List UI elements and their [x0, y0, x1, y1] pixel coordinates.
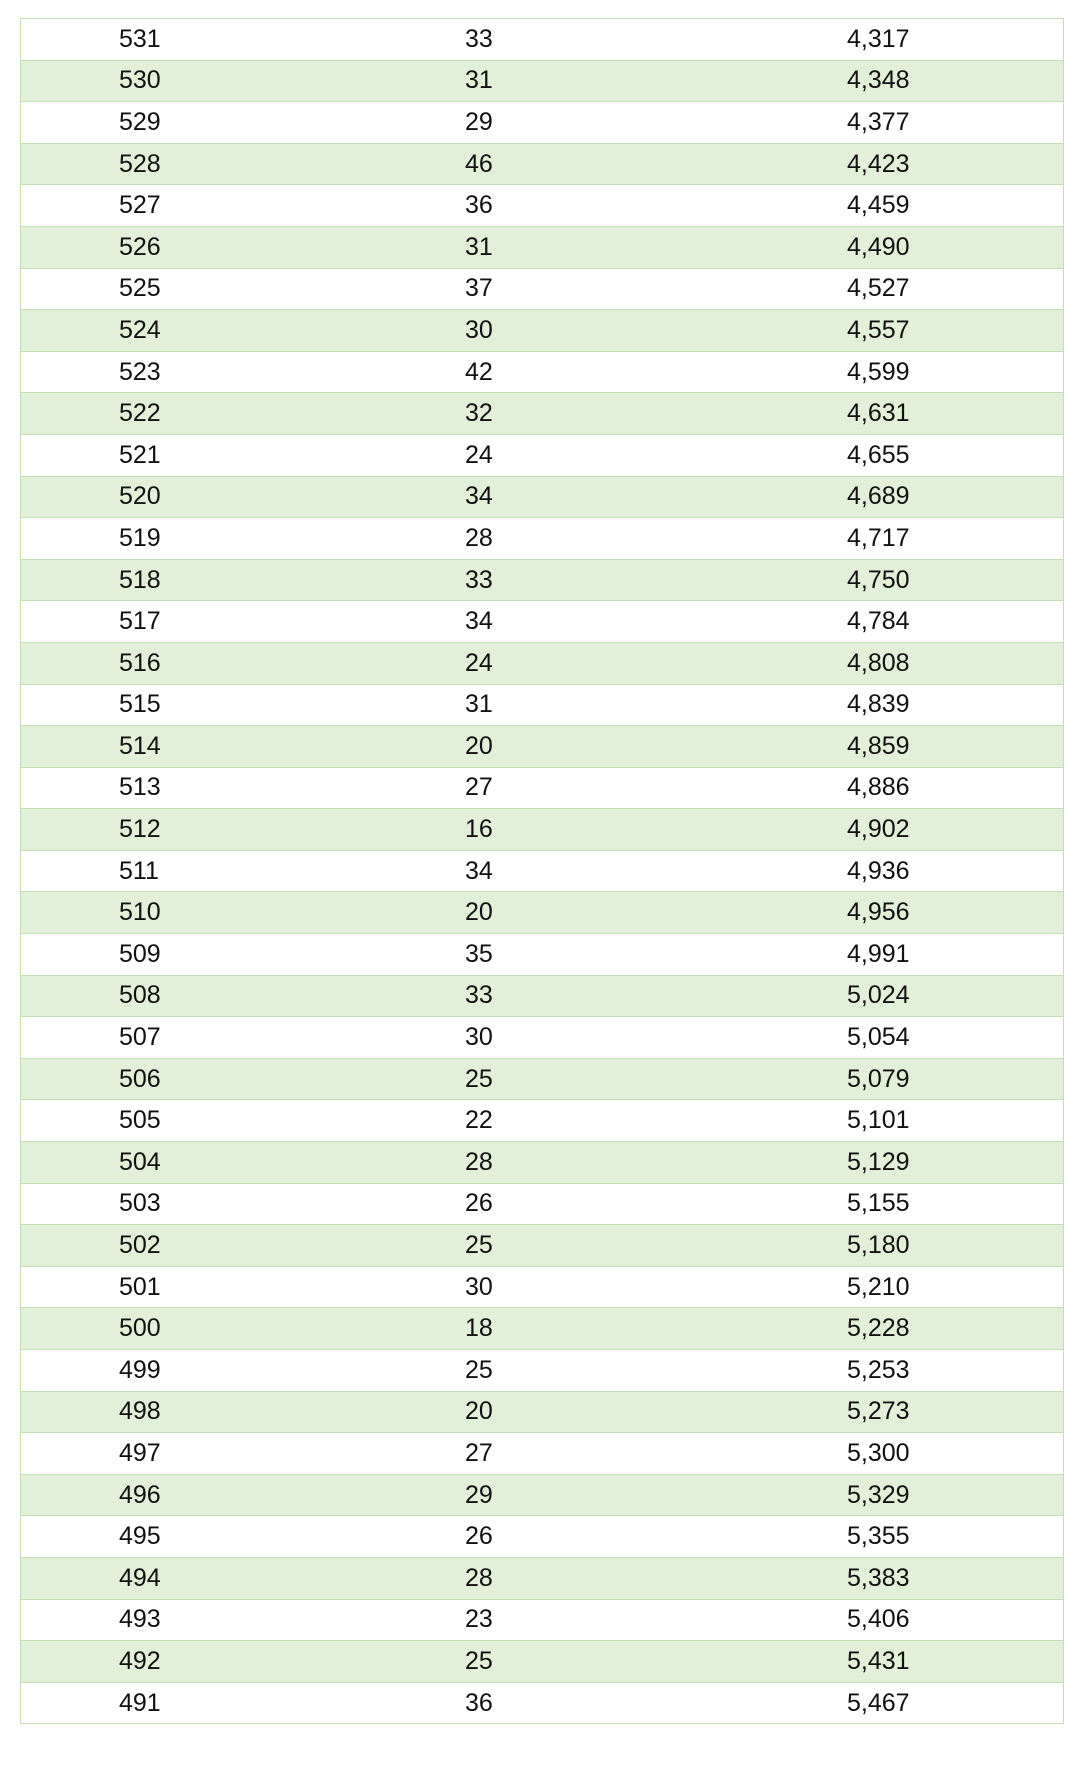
count-cell: 28 — [465, 1147, 493, 1176]
score-cell: 492 — [119, 1646, 161, 1675]
cumulative-cell: 4,991 — [847, 939, 910, 968]
cumulative-cell: 4,750 — [847, 565, 910, 594]
score-cell: 511 — [119, 856, 159, 885]
table-row — [21, 518, 1063, 560]
cumulative-cell: 5,406 — [847, 1605, 910, 1634]
count-cell: 33 — [465, 565, 493, 594]
score-table — [20, 18, 1064, 1724]
count-cell: 25 — [465, 1064, 493, 1093]
table-row — [21, 560, 1063, 602]
table-row — [21, 601, 1063, 643]
score-cell: 512 — [119, 815, 161, 844]
cumulative-cell: 4,377 — [847, 107, 910, 136]
table-row — [21, 269, 1063, 311]
count-cell: 36 — [465, 1688, 493, 1717]
score-cell: 519 — [119, 523, 161, 552]
cumulative-cell: 4,784 — [847, 607, 910, 636]
score-cell: 494 — [119, 1563, 161, 1592]
count-cell: 28 — [465, 523, 493, 552]
table-row — [21, 1142, 1063, 1184]
score-cell: 517 — [119, 607, 161, 636]
score-cell: 518 — [119, 565, 161, 594]
cumulative-cell: 5,024 — [847, 981, 910, 1010]
table-row — [21, 1392, 1063, 1434]
cumulative-cell: 5,054 — [847, 1023, 910, 1052]
table-row — [21, 477, 1063, 519]
score-cell: 527 — [119, 191, 161, 220]
table-row — [21, 768, 1063, 810]
cumulative-cell: 4,557 — [847, 315, 910, 344]
score-cell: 530 — [119, 66, 161, 95]
count-cell: 34 — [465, 856, 493, 885]
score-cell: 491 — [119, 1688, 161, 1717]
table-row — [21, 1100, 1063, 1142]
cumulative-cell: 5,273 — [847, 1397, 910, 1426]
score-cell: 507 — [119, 1023, 161, 1052]
cumulative-cell: 4,490 — [847, 232, 910, 261]
table-row — [21, 1433, 1063, 1475]
cumulative-cell: 5,101 — [847, 1106, 910, 1135]
cumulative-cell: 5,300 — [847, 1438, 910, 1467]
count-cell: 31 — [465, 66, 493, 95]
table-row — [21, 1600, 1063, 1642]
score-cell: 525 — [119, 274, 161, 303]
table-row — [21, 809, 1063, 851]
cumulative-cell: 5,467 — [847, 1688, 910, 1717]
cumulative-cell: 4,859 — [847, 731, 910, 760]
table-row — [21, 310, 1063, 352]
cumulative-cell: 4,936 — [847, 856, 910, 885]
table-row — [21, 976, 1063, 1018]
score-cell: 521 — [119, 440, 161, 469]
score-cell: 513 — [119, 773, 161, 802]
cumulative-cell: 5,355 — [847, 1522, 910, 1551]
score-cell: 506 — [119, 1064, 161, 1093]
count-cell: 30 — [465, 1023, 493, 1052]
count-cell: 33 — [465, 24, 493, 53]
count-cell: 34 — [465, 482, 493, 511]
table-row — [21, 1516, 1063, 1558]
score-cell: 515 — [119, 690, 161, 719]
table-row — [21, 1641, 1063, 1683]
count-cell: 25 — [465, 1231, 493, 1260]
count-cell: 42 — [465, 357, 493, 386]
score-cell: 520 — [119, 482, 161, 511]
cumulative-cell: 4,808 — [847, 648, 910, 677]
count-cell: 33 — [465, 981, 493, 1010]
table-row — [21, 185, 1063, 227]
score-cell: 523 — [119, 357, 161, 386]
cumulative-cell: 5,079 — [847, 1064, 910, 1093]
count-cell: 36 — [465, 191, 493, 220]
count-cell: 35 — [465, 939, 493, 968]
cumulative-cell: 4,956 — [847, 898, 910, 927]
cumulative-cell: 5,383 — [847, 1563, 910, 1592]
count-cell: 20 — [465, 898, 493, 927]
table-row — [21, 393, 1063, 435]
table-row — [21, 1475, 1063, 1517]
cumulative-cell: 4,717 — [847, 523, 910, 552]
cumulative-cell: 5,210 — [847, 1272, 910, 1301]
table-row — [21, 144, 1063, 186]
table-row — [21, 1683, 1063, 1725]
count-cell: 29 — [465, 107, 493, 136]
table-row — [21, 435, 1063, 477]
score-cell: 493 — [119, 1605, 161, 1634]
score-cell: 514 — [119, 731, 161, 760]
count-cell: 24 — [465, 440, 493, 469]
count-cell: 29 — [465, 1480, 493, 1509]
count-cell: 25 — [465, 1355, 493, 1384]
table-row — [21, 892, 1063, 934]
score-cell: 529 — [119, 107, 161, 136]
count-cell: 32 — [465, 399, 493, 428]
table-row — [21, 1267, 1063, 1309]
cumulative-cell: 4,459 — [847, 191, 910, 220]
cumulative-cell: 4,527 — [847, 274, 910, 303]
count-cell: 23 — [465, 1605, 493, 1634]
cumulative-cell: 4,886 — [847, 773, 910, 802]
cumulative-cell: 5,253 — [847, 1355, 910, 1384]
count-cell: 24 — [465, 648, 493, 677]
table-row — [21, 227, 1063, 269]
table-row — [21, 1308, 1063, 1350]
table-row — [21, 934, 1063, 976]
score-cell: 526 — [119, 232, 161, 261]
count-cell: 26 — [465, 1522, 493, 1551]
score-cell: 522 — [119, 399, 161, 428]
cumulative-cell: 4,689 — [847, 482, 910, 511]
cumulative-cell: 4,423 — [847, 149, 910, 178]
count-cell: 46 — [465, 149, 493, 178]
table-row — [21, 643, 1063, 685]
cumulative-cell: 4,348 — [847, 66, 910, 95]
count-cell: 31 — [465, 232, 493, 261]
score-cell: 516 — [119, 648, 161, 677]
count-cell: 30 — [465, 1272, 493, 1301]
score-cell: 528 — [119, 149, 161, 178]
score-cell: 495 — [119, 1522, 161, 1551]
cumulative-cell: 5,329 — [847, 1480, 910, 1509]
count-cell: 20 — [465, 731, 493, 760]
count-cell: 22 — [465, 1106, 493, 1135]
score-cell: 509 — [119, 939, 161, 968]
cumulative-cell: 5,431 — [847, 1646, 910, 1675]
count-cell: 37 — [465, 274, 493, 303]
table-row — [21, 1184, 1063, 1226]
count-cell: 20 — [465, 1397, 493, 1426]
score-cell: 496 — [119, 1480, 161, 1509]
score-cell: 524 — [119, 315, 161, 344]
count-cell: 27 — [465, 1438, 493, 1467]
count-cell: 30 — [465, 315, 493, 344]
table-row — [21, 102, 1063, 144]
score-cell: 499 — [119, 1355, 161, 1384]
table-row — [21, 685, 1063, 727]
cumulative-cell: 5,155 — [847, 1189, 910, 1218]
cumulative-cell: 4,631 — [847, 399, 910, 428]
score-cell: 497 — [119, 1438, 161, 1467]
count-cell: 25 — [465, 1646, 493, 1675]
table-row — [21, 1017, 1063, 1059]
count-cell: 26 — [465, 1189, 493, 1218]
count-cell: 27 — [465, 773, 493, 802]
cumulative-cell: 4,317 — [847, 24, 910, 53]
score-cell: 500 — [119, 1314, 161, 1343]
table-row — [21, 1350, 1063, 1392]
score-cell: 504 — [119, 1147, 161, 1176]
table-row — [21, 61, 1063, 103]
score-cell: 502 — [119, 1231, 161, 1260]
cumulative-cell: 4,599 — [847, 357, 910, 386]
score-cell: 501 — [119, 1272, 161, 1301]
table-row — [21, 851, 1063, 893]
score-cell: 531 — [119, 24, 161, 53]
cumulative-cell: 5,228 — [847, 1314, 910, 1343]
cumulative-cell: 4,655 — [847, 440, 910, 469]
score-cell: 498 — [119, 1397, 161, 1426]
cumulative-cell: 5,129 — [847, 1147, 910, 1176]
score-cell: 508 — [119, 981, 161, 1010]
table-row — [21, 1059, 1063, 1101]
cumulative-cell: 4,902 — [847, 815, 910, 844]
count-cell: 16 — [465, 815, 493, 844]
table-row — [21, 352, 1063, 394]
score-cell: 505 — [119, 1106, 161, 1135]
table-row — [21, 1558, 1063, 1600]
count-cell: 28 — [465, 1563, 493, 1592]
score-cell: 503 — [119, 1189, 161, 1218]
count-cell: 34 — [465, 607, 493, 636]
table-row — [21, 726, 1063, 768]
table-row — [21, 1225, 1063, 1267]
score-cell: 510 — [119, 898, 161, 927]
table-row — [21, 19, 1063, 61]
count-cell: 31 — [465, 690, 493, 719]
cumulative-cell: 4,839 — [847, 690, 910, 719]
count-cell: 18 — [465, 1314, 493, 1343]
cumulative-cell: 5,180 — [847, 1231, 910, 1260]
